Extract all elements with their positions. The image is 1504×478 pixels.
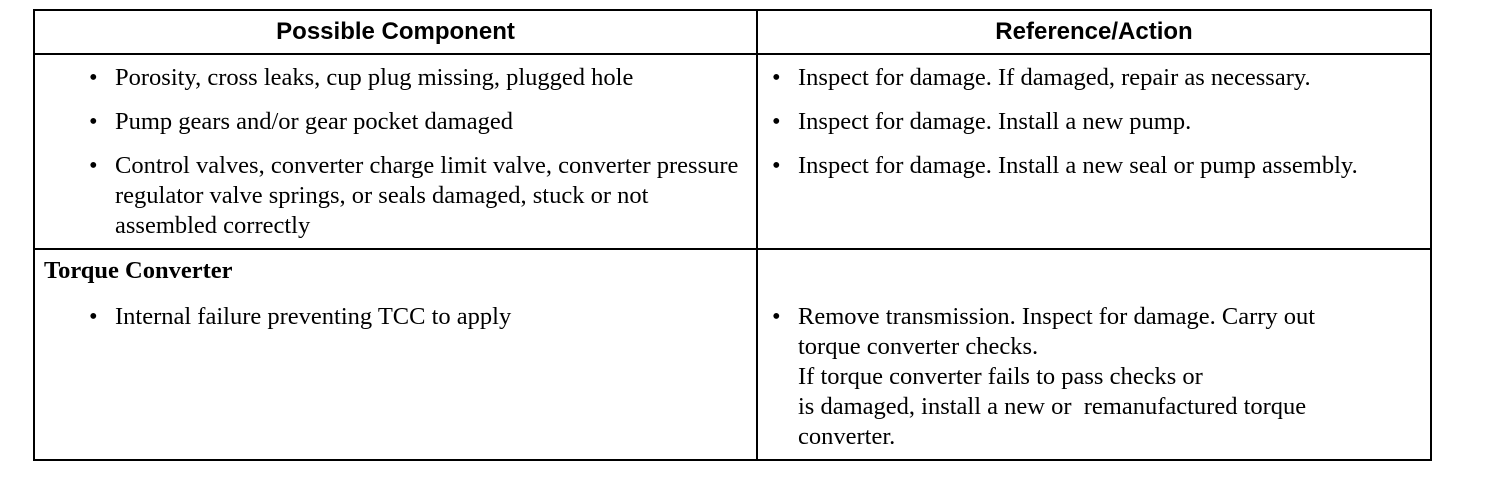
component-text: Control valves, converter charge limit valve, converter pressure regulator valve springs, or seals damaged, stuck or not assembled correctly <box>115 152 739 239</box>
list-item <box>89 63 749 93</box>
component-text: Pump gears and/or gear pocket damaged <box>115 108 513 135</box>
action-text: Inspect for damage. Install a new pump. <box>798 108 1192 135</box>
bullet-icon: • <box>89 152 98 179</box>
bullet-icon: • <box>89 64 98 91</box>
section2-actions <box>772 302 1422 466</box>
list-item <box>89 151 749 241</box>
bullet-icon: • <box>772 152 781 179</box>
list-item <box>89 107 749 137</box>
section1-actions <box>772 63 1412 195</box>
action-line: If torque converter fails to pass checks or <box>798 363 1203 390</box>
header-possible-component: Possible Component <box>276 18 515 45</box>
action-line: torque converter checks. <box>798 333 1039 360</box>
bullet-icon: • <box>89 108 98 135</box>
section1-components <box>89 63 749 255</box>
bullet-icon: • <box>89 303 98 330</box>
bullet-icon: • <box>772 108 781 135</box>
component-text: Porosity, cross leaks, cup plug missing, plugged hole <box>115 64 634 91</box>
diagnostic-table <box>33 9 1432 461</box>
section2-components <box>89 302 749 346</box>
bullet-icon: • <box>772 303 781 330</box>
action-text: Inspect for damage. If damaged, repair as necessary. <box>798 64 1311 91</box>
section2-title: Torque Converter <box>44 257 233 284</box>
action-line: is damaged, install a new or remanufactured torque <box>798 393 1307 420</box>
action-line: converter. <box>798 423 896 450</box>
header-divider <box>35 53 1430 55</box>
list-item <box>772 107 1412 137</box>
bullet-icon: • <box>772 64 781 91</box>
action-text: Inspect for damage. Install a new seal or pump assembly. <box>798 152 1358 179</box>
component-text: Internal failure preventing TCC to apply <box>115 303 512 330</box>
action-line: Remove transmission. Inspect for damage. Carry out <box>798 303 1316 330</box>
list-item <box>772 302 1422 452</box>
list-item <box>772 151 1412 181</box>
column-divider <box>756 11 758 459</box>
list-item <box>89 302 749 332</box>
list-item <box>772 63 1412 93</box>
header-reference-action: Reference/Action <box>995 18 1193 45</box>
